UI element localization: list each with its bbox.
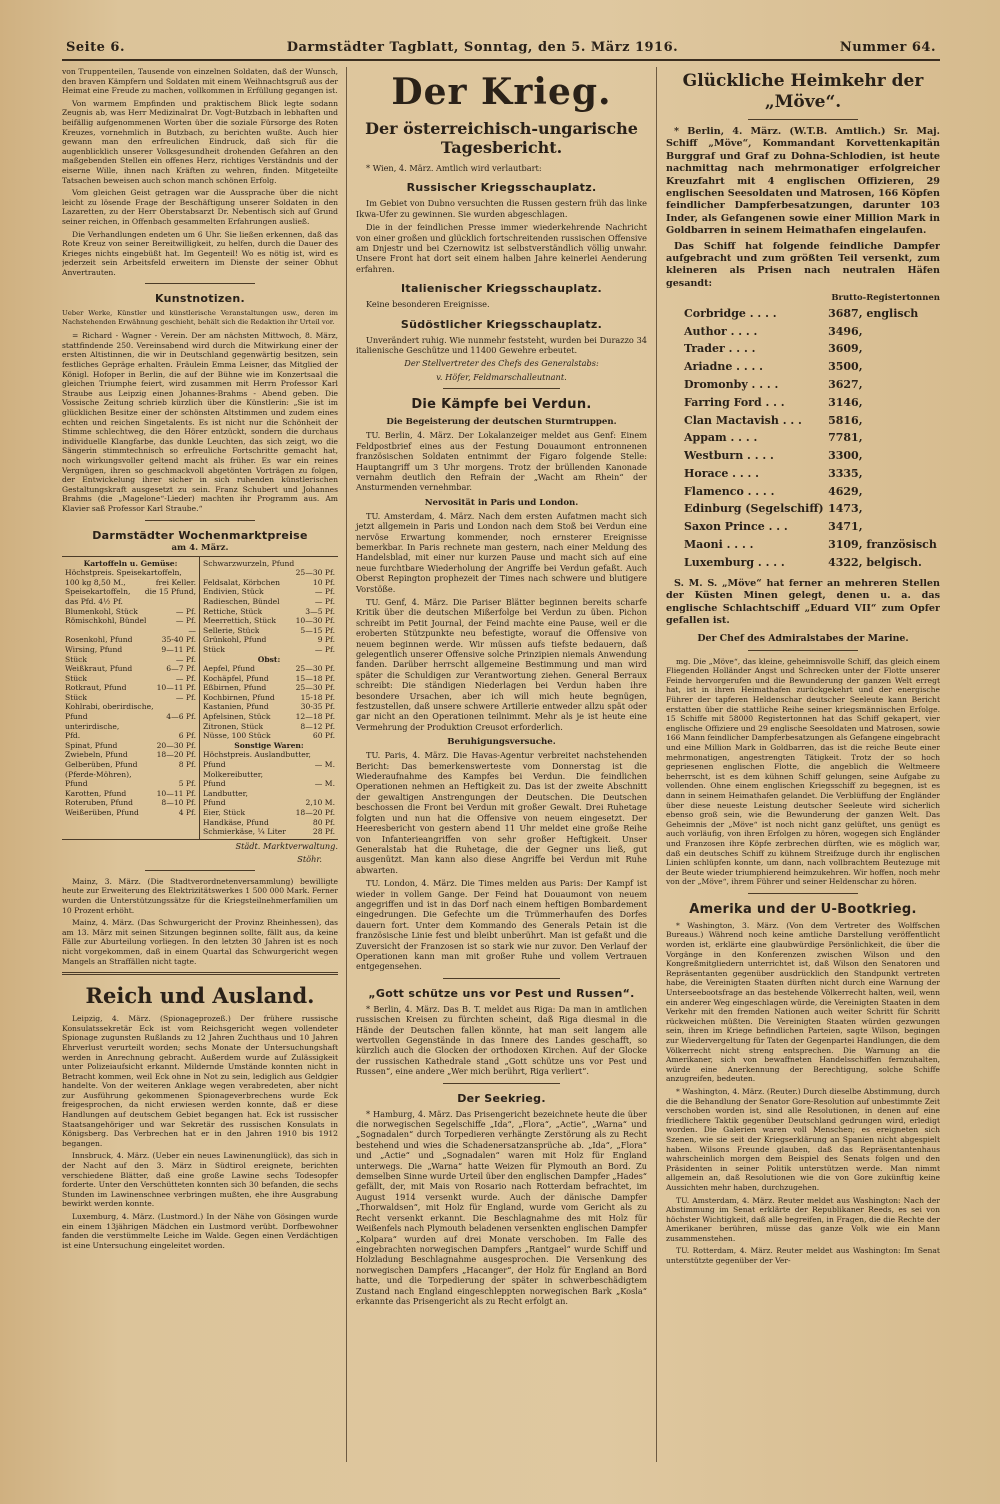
market-price: 60 Pf. [312, 731, 335, 741]
market-item: Stück [203, 644, 225, 654]
ship-tonnage: 3109, französisch [828, 538, 937, 552]
market-item: Kohlrabi, oberirdische, [65, 702, 154, 712]
paragraph: Keine besonderen Ereignisse. [366, 299, 490, 310]
market-row [65, 626, 196, 636]
market-row [203, 760, 335, 770]
ship-row [666, 519, 940, 537]
ship-name: Dromonby . . . . [684, 378, 779, 391]
market-item: Eßbirnen, Pfund [203, 683, 267, 693]
market-item: Stück [65, 654, 87, 664]
market-price: 30-35 Pf. [300, 702, 335, 712]
ship-row [666, 341, 940, 359]
market-row [65, 655, 196, 665]
italian-front-heading: Italienischer Kriegsschauplatz. [401, 282, 602, 296]
page-number: Seite 6. [66, 40, 125, 55]
divider [443, 1083, 559, 1084]
verdun-heading: Die Kämpfe bei Verdun. [411, 397, 592, 413]
market-row [203, 798, 335, 808]
market-price: 4—6 Pf. [166, 712, 196, 722]
market-row [65, 731, 196, 741]
market-price: 18—20 Pf. [295, 808, 335, 817]
market-row [203, 722, 335, 732]
market-item: (Pferde-Möhren), [65, 769, 132, 779]
market-item: Apfelsinen, Stück [203, 712, 271, 722]
market-row [203, 635, 335, 645]
ship-row [666, 501, 940, 519]
market-price: 35-40 Pf. [161, 635, 196, 645]
market-row [65, 607, 196, 617]
paragraph: Innsbruck, 4. März. (Ueber ein neues Lawinenunglück), das sich in der Nacht auf den 3. März in Südtirol ereignete, berichten verschiedene Blätter, daß eine große Lawine sechs Todesopfer forderte. Unter den Verschütteten konnten sich 30 befanden, die sechs Stunden im Lawinenschnee verbringen mußten, ehe ihre Ausgrabung bewirkt werden konnte. [62, 1151, 338, 1209]
market-row [203, 741, 335, 751]
market-price: 5—15 Pf. [300, 625, 335, 635]
market-column-right [200, 557, 338, 839]
market-row [203, 559, 335, 569]
dateline: * Wien, 4. März. Amtlich wird verlautbart: [366, 163, 542, 173]
market-item: Gelberüben, Pfund [65, 760, 138, 770]
market-row [203, 626, 335, 636]
ship-tonnage: 3496, [828, 324, 863, 338]
captured-ships-table [666, 305, 940, 572]
market-row [65, 712, 196, 722]
column-1 [62, 67, 347, 1462]
paragraph: * Washington, 4. März. (Reuter.) Durch dieselbe Abstimmung, durch die die Behandlung der Senator Gore-Resolution auf unbestimmte Zeit verschoben worden ist, sind alle Resolutionen, in denen auf eine friedlichere Taktik gegenüber Deutschland gedrungen wird, erledigt worden. Die Galerien waren voll Menschen; es ereigneten sich Szenen, wie sie seit der Kriegserklärung an Spanien nicht abgespielt haben. Wilsons Freunde glauben, daß das Repräsentantenhaus wahrscheinlich morgen dem Beispiel des Senats folgen und den Präsidenten in seiner Politik unterstützen werde. Man nimmt allgemein an, daß Resolutionen wie die von Gore zukünftig keine Aussichten mehr haben, durchzugehen. [666, 1086, 940, 1192]
market-price: — M. [314, 779, 335, 789]
market-row [65, 674, 196, 684]
market-row [203, 789, 335, 799]
market-item: Pfd. [65, 731, 81, 741]
market-row [65, 597, 196, 607]
market-item: Speisekartoffeln, [65, 587, 131, 597]
market-price: 28 Pf. [312, 827, 335, 837]
market-item: Feldsalat, Körbchen [203, 577, 280, 587]
market-item: Höchstpreis. Auslandbutter, [203, 750, 311, 760]
market-item: Pfund [65, 712, 88, 722]
ship-row [666, 359, 940, 377]
editorial-note: Ueber Werke, Künstler und künstlerische Veranstaltungen usw., deren im Nachstehenden Erwähnung geschieht, behält sich die Redaktion ihr Urteil vor. [62, 309, 338, 326]
ship-row [666, 554, 940, 572]
market-price: — Pf. [175, 654, 196, 664]
market-row [203, 568, 335, 578]
southeast-front-heading: Südöstlicher Kriegsschauplatz. [400, 317, 603, 331]
market-item: Zwiebeln, Pfund [65, 750, 128, 760]
divider [748, 119, 858, 120]
market-price-table [62, 556, 338, 840]
riga-heading: „Gott schütze uns vor Pest und Russen“. [368, 986, 635, 1000]
market-price: 10—30 Pf. [295, 616, 335, 626]
market-item: Landbutter, [203, 788, 248, 798]
market-item: Schmierkäse, ¼ Liter [203, 827, 286, 837]
nervositaet-subheading: Nervosität in Paris und London. [424, 497, 579, 508]
ship-tonnage: 3627, [828, 378, 863, 391]
market-row [203, 827, 335, 837]
main-headline: Der Krieg. [391, 71, 612, 113]
divider [145, 870, 255, 871]
divider [748, 650, 858, 651]
market-date: am 4. März. [171, 542, 229, 553]
signature-line: Der Stellvertreter des Chefs des Generalstabs: [404, 358, 599, 369]
market-price: 80 Pf. [312, 817, 335, 827]
ship-name: Maoni . . . . [684, 538, 754, 552]
market-row [65, 750, 196, 760]
admiral-staff-signature: Der Chef des Admiralstabes der Marine. [697, 632, 909, 644]
ship-row [666, 483, 940, 501]
market-row [203, 645, 335, 655]
market-price: 15-18 Pf. [300, 692, 335, 702]
market-price: — Pf. [175, 616, 196, 626]
market-price: — Pf. [314, 587, 335, 597]
market-price: 9 Pf. [317, 635, 335, 645]
paragraph: TU. Amsterdam, 4. März. Reuter meldet aus Washington: Nach der Abstimmung im Senat erklärte der Republikaner Reeds, es sei von höchster Wichtigkeit, daß alle begreifen, in Fragen, die die Rechte der Amerikaner berühren, müsse das ganze Volk wie ein Mann zusammenstehen. [666, 1195, 940, 1243]
market-price: 10—11 Pf. [156, 683, 196, 693]
ship-name: Edinburg (Segelschiff) [684, 502, 824, 516]
ship-row [666, 465, 940, 483]
market-row [65, 693, 196, 703]
market-price: 8—10 Pf. [161, 798, 196, 808]
ship-row [666, 305, 940, 323]
market-row [65, 779, 196, 789]
paragraph: Vom gleichen Geist getragen war die Aussprache über die nicht leicht zu lösende Frage der Beschäftigung unserer Soldaten in den Lazaretten, zu der Herr Oberstabsarzt Dr. Nebentisch sich auf Grund seiner reichen, in Offenbach gesammelten Erfahrungen ausließ. [62, 188, 338, 226]
market-row [203, 731, 335, 741]
paragraph: TU. Paris, 4. März. Die Havas-Agentur verbreitet nachstehenden Bericht: Das bemerkenswerteste vom Donnerstag ist die Wiederaufnahme des Kampfes bei Verdun. Die feindlichen Operationen nehmen an Heftigkeit zu. Das ist der zweite Abschnitt der gewaltigen Anstrengungen der Deutschen. Die Deutschen beschossen die Front bei Verdun mit großer Gewalt. Drei Ruhetage folgten und nun hat die Offensive von neuem eingesetzt. Der Heeresbericht von gestern abend 11 Uhr meldet eine große Reihe von Infanterieangriffen von sehr großer Heftigkeit. Unser Generalstab hat die Ruhetage, die der Gegner uns ließ, gut ausgenützt. Man kann also diese Angriffe bei Verdun mit Ruhe abwarten. [356, 750, 647, 875]
columns [62, 67, 940, 1462]
ship-tonnage: 5816, [828, 413, 863, 427]
paragraph: mg. Die „Möve“, das kleine, geheimnisvolle Schiff, das gleich einem Fliegenden Holländer Angst und Schrecken unter der Flotte unserer Feinde hervorgerufen und die Bewunderung der ganzen Welt erregt hat, ist in ihren Heimathafen zurückgekehrt und der energische Führer der tapferen Heldenschar deutscher Seeleute kann Bericht erstatten über die stattliche Reihe seiner kriegsmännischen Erfolge. 15 Schiffe mit 58000 Registertonnen hat das Schiff gekapert, vier englische Offiziere und 29 englische Seesoldaten und Matrosen, sowie 166 Mann feindlicher Dampferbesatzungen als Gefangene eingebracht und eine Million Mark in Goldbarren, das ist die reiche Beute einer mehrmonatigen, angestrengten Tätigkeit. Trotz der so hoch gepriesenen englischen Flotte, die angeblich die Weltmeere beherrscht, ist es dem kühnen Schiff gelungen, seine Aufgabe zu vollenden. Ohne einem englischen Kriegsschiff zu begegnen, ist es dann in seinem Heimathafen gelandet. Die Verblüffung der Engländer über diese neueste Leistung deutscher Seeleute wird sicherlich ebenso groß sein, wie die Bewunderung der ganzen Welt. Das Geheimnis der „Möve“ ist noch nicht ganz gelüftet, uns genügt es auch vorläufig, von ihren Erfolgen zu hören, wogegen sich Engländer und Franzosen ihre Köpfe zerbrechen dürften, wie es möglich war, daß ein deutsches Schiff zu kühnem Streifzuge durch ihr englischen Linien schlüpfen konnte, um dann, nach vollbrachtem Beutezuge mit der Beute wieder triumphierend heimzukehren. Wir hoffen, noch mehr von der „Möve“, ihrem Führer und seiner Heldenschar zu hören. [666, 656, 940, 887]
divider [145, 520, 255, 521]
market-item: Weißkraut, Pfund [65, 664, 133, 674]
ship-name: Farring Ford . . . [684, 395, 785, 409]
market-price: — Pf. [175, 673, 196, 683]
market-item: Kochbirnen, Pfund [203, 692, 275, 702]
market-row [65, 808, 196, 818]
moewe-lead-ships: Das Schiff hat folgende feindliche Dampfer aufgebracht und zum größten Teil versenkt, zum kleineren als Prisen nach neutralen Häfen gesandt: [666, 240, 940, 289]
market-row [65, 635, 196, 645]
market-price: 25—30 Pf. [295, 664, 335, 674]
red-cross-article [62, 67, 338, 277]
market-item: Blumenkohl, Stück [65, 606, 138, 616]
ship-row [666, 394, 940, 412]
market-row [203, 607, 335, 617]
market-item: Karotten, Pfund [65, 788, 127, 798]
market-row [65, 798, 196, 808]
market-price: 3—5 Pf. [305, 606, 335, 616]
paragraph: TU. Rotterdam, 4. März. Reuter meldet aus Washington: Im Senat unterstützte gegenüber der Ver- [666, 1246, 940, 1266]
paragraph: Im Gebiet von Dubno versuchten die Russen gestern früh das linke Ikwa-Ufer zu gewinnen. Sie wurden abgeschlagen. [356, 198, 647, 219]
ship-row [666, 323, 940, 341]
ship-tonnage: 4629, [828, 484, 863, 498]
market-row [203, 578, 335, 588]
reich-ausland-heading: Reich und Ausland. [85, 983, 315, 1009]
market-row [65, 568, 196, 578]
ship-row [666, 412, 940, 430]
market-row [65, 702, 196, 712]
market-row [65, 683, 196, 693]
market-item: Rotkraut, Pfund [65, 683, 127, 693]
market-item: Roteruben, Pfund [65, 798, 133, 808]
ship-tonnage: 7781, [828, 431, 863, 445]
market-item: Eier, Stück [203, 808, 246, 817]
market-price: 20—30 Pf. [156, 740, 196, 750]
issue-number: Nummer 64. [839, 40, 936, 55]
verdun-subheading: Die Begeisterung der deutschen Sturmtruppen. [386, 417, 617, 428]
signature-name: v. Höfer, Feldmarschalleutnant. [436, 371, 567, 382]
paragraph: TU. Berlin, 4. März. Der Lokalanzeiger meldet aus Genf: Einem Feldpostbrief eines aus der Festung Douaumont entronnenen französischen Soldaten entnimmt der Figaro folgende Stelle: Hauptangriff um 3 Uhr morgens. Trotz der brüllenden Kanonade vernahm deutlich den Refrain der „Wacht am Rhein“ der Ansturmenden vernehmbar. [356, 430, 647, 493]
market-item: Molkereibutter, [203, 769, 263, 779]
paragraph: Die Verhandlungen endeten um 6 Uhr. Sie ließen erkennen, daß das Rote Kreuz von seiner Bereitwilligkeit, zu helfen, durch die Dauer des Krieges nichts eingebüßt hat. Im Gegenteil! Wo es nötig ist, wird es jederzeit sein Arbeitsfeld erweitern im Dienste der seiner Obhut Anvertrauten. [62, 229, 338, 277]
ship-name: Flamenco . . . . [684, 484, 775, 498]
paragraph: Mainz, 4. März. (Das Schwurgericht der Provinz Rheinhessen), das am 13. März mit seinen Sitzungen beginnen sollte, fällt aus, da keine Fälle zur Aburteilung vorliegen. In den letzten 30 Jahren ist es noch nicht vorgekommen, daß in einem Quartal das Schwurgericht wegen Mangels an Straffällen nicht tagte. [62, 918, 338, 966]
ship-row [666, 536, 940, 554]
ship-tonnage: 3609, [828, 342, 863, 356]
paragraph: * Washington, 3. März. (Von dem Vertreter des Wolffschen Bureaus.) Während noch keine amtliche Darstellung veröffentlicht worden ist, erklärte eine glaubwürdige Persönlichkeit, die über die Vorgänge in den Konferenzen zwischen Wilson und den Kongreßmitgliedern unterrichtet ist, daß Wilson den Senatoren und Repräsentanten gegenüber ausdrücklich den Standpunkt vertreten habe, die Vereinigten Staaten dürften nicht durch eine Warnung der Unterseebootsfrage an das bestehende Völkerrecht halten, weil, wenn ein anderer Weg eingeschlagen würde, die Vereinigten Staaten in dem Verkehr mit den fremden Nationen auch weiter Schritt für Schritt rückweichen müßten. Die Vereinigten Staaten würden gezwungen sein, ihren im Kriege befindlichen Parteien, sagte Wilson, begingen zur Wiedervergeltung für Taten der Gegenpartei Handlungen, die dem Völkerrecht nicht streng entsprechen. Die Warnung an die Amerikaner, sich von bewaffneten Handelsschiffen fernzuhalten, würde eine Anerkennung der Berechtigung, solche Schiffe anzugreifen, bedeuten. [666, 920, 940, 1084]
ship-tonnage: 3471, [828, 520, 863, 534]
market-signature-name: Stöhr. [297, 853, 322, 864]
market-price: frei Keller. [155, 577, 196, 587]
market-item: Höchstpreis. Speisekartoffeln, [65, 568, 182, 578]
paragraph: Die in der feindlichen Presse immer wiederkehrende Nachricht von einer großen und glücklich fortschreitenden russischen Offensive am Dnjestr und bei Czernowitz ist selbstverständlich völlig unwahr. Unsere Front hat dort seit einem halben Jahre keinerlei Aenderung erfahren. [356, 222, 647, 274]
moewe-lead: * Berlin, 4. März. (W.T.B. Amtlich.) Sr. Maj. Schiff „Möve“, Kommandant Korvettenkapitän Burggraf und Graf zu Dohna-Schlodien, ist heute nachmittag nach mehrmonatiger erfolgreicher Kreuzfahrt mit 4 englischen Offizieren, 29 englischen Seesoldaten und Matrosen, 166 Köpfen feindlicher Dampferbesatzungen, darunter 103 Inder, als Gefangenen sowie einer Million Mark in Goldbarren in seinem Heimathafen eingelaufen. [666, 126, 940, 237]
market-item: Pfund [65, 779, 88, 789]
market-price: 2,10 M. [305, 798, 335, 808]
market-item: Pfund [203, 760, 226, 770]
market-row [65, 664, 196, 674]
paragraph: Leipzig, 4. März. (Spionageprozeß.) Der frühere russische Konsulatssekretär Eck ist vom Reichsgericht wegen vollendeter Spionage zugunsten Rußlands zu 12 Jahren Zuchthaus und 10 Jahren Ehrverlust verurteilt worden; sechs Monate der Untersuchungshaft werden in Anrechnung gebracht. Außerdem wurde auf Zulässigkeit unter Polizeiaufsicht erkannt. Mildernde Umstände konnten nicht in Betracht kommen, weil Eck ohne in Not zu sein, lediglich aus Geldgier handelte. Von der weiteren Anklage wegen verabredeten, aber nicht zur Ausführung gekommenen Spionageverbrechens wurde Eck freigesprochen, da nicht erwiesen werden konnte, daß er diese Handlungen auf deutschem Gebiet begangen hat. Eck ist russischer Staatsangehöriger und war Sekretär des russischen Konsulats in Königsberg. Das Verbrechen hat er in den Jahren 1910 bis 1912 begangen. [62, 1014, 338, 1148]
ship-name: Corbridge . . . . [684, 306, 777, 320]
ship-name: Trader . . . . [684, 342, 756, 356]
ship-name: Clan Mactavish . . . [684, 413, 802, 427]
ship-row [666, 430, 940, 448]
market-row [65, 578, 196, 588]
market-row [65, 760, 196, 770]
market-price: 8 Pf. [178, 760, 196, 770]
ship-tonnage: 3335, [828, 466, 863, 480]
ship-tonnage: 3146, [828, 395, 863, 409]
paragraph: * Hamburg, 4. März. Das Prisengericht bezeichnete heute die über die norwegischen Segelschiffe „Ida“, „Flora“, „Actie“, „Warna“ und „Sognadalen“ durch Torpedieren verhängte Zerstörung als zu Recht bestehend und wies die Schadenersatzansprüche ab. „Ida“, „Flora“ und „Actie“ und „Sognadalen“ waren mit Holz für England unterwegs. Die „Warna“ hatte Weizen für Plymouth an Bord. Zu demselben Sinne wurde Urteil über den englischen Dampfer „Hades“ gefällt, der, mit Mais von Rosario nach Rotterdam befrachtet, im August 1914 versenkt wurde. Auch der dänische Dampfer „Thorwaldsen“, mit Holz für England, wurde vom Gericht als zu Recht versenkt erkannt. Die Beschlagnahme des mit Holz für Weißenfels nach Plymouth beladenen versenkten englischen Dampfer „Kolpara“ wurden auf drei Monate verschoben. Im Falle des eingebrachten norwegischen Dampfers „Rantgael“ wurde Schiff und Holzladung Beschlagnahme ausgesprochen. Die Versenkung des norwegischen Dampfers „Hacanger“, der Holz für England an Bord hatte, und die Torpedierung der später in schwerbeschädigtem Zustand nach England eingeschleppten norwegischen Bark „Kosla“ erkannte das Prisengericht als zu Recht erfolgt an. [356, 1108, 647, 1306]
market-row [65, 645, 196, 655]
divider [443, 388, 559, 389]
market-item: Kochäpfel, Pfund [203, 673, 269, 683]
market-price: 6—7 Pf. [166, 664, 196, 674]
mines-paragraph: S. M. S. „Möve“ hat ferner an mehreren Stellen der Küsten Minen gelegt, denen u. a. das englische Schlachtschiff „Eduard VII“ zum Opfer gefallen ist. [666, 578, 940, 627]
market-item: Radieschen, Bündel [203, 596, 280, 606]
market-item: Schwarzwurzeln, Pfund [203, 558, 295, 568]
market-row [203, 683, 335, 693]
market-item: Stück [65, 673, 87, 683]
market-price: 8—12 Pf. [300, 721, 335, 731]
market-row [65, 770, 196, 780]
ship-row [666, 376, 940, 394]
market-row [203, 818, 335, 828]
ship-tonnage: 3300, [828, 449, 863, 463]
market-heading: Darmstädter Wochenmarktpreise [92, 528, 308, 542]
ship-tonnage: 3687, englisch [828, 306, 919, 320]
ship-name: Appam . . . . [684, 431, 758, 445]
market-row [65, 741, 196, 751]
market-price: 18—20 Pf. [156, 750, 196, 760]
market-row [203, 770, 335, 780]
market-item: das Pfd. 4½ Pf. [65, 596, 123, 606]
market-item: Zitronen, Stück [203, 721, 264, 731]
russian-front-heading: Russischer Kriegsschauplatz. [406, 181, 597, 195]
market-price: 15—18 Pf. [295, 673, 335, 683]
market-row [65, 789, 196, 799]
divider [62, 972, 338, 975]
market-item: Handkäse, Pfund [203, 817, 269, 827]
market-item: Pfund [203, 798, 226, 808]
market-row [65, 587, 196, 597]
column-2 [347, 67, 657, 1462]
market-price: 25—30 Pf. [295, 568, 335, 578]
ship-name: Ariadne . . . . [684, 360, 763, 374]
market-price: — M. [314, 760, 335, 770]
market-price: 10 Pf. [312, 577, 335, 587]
market-item: Kartoffeln u. Gemüse: [83, 558, 178, 568]
market-price: — Pf. [314, 644, 335, 654]
market-row [65, 722, 196, 732]
market-item: Nüsse, 100 Stück [203, 731, 271, 741]
market-price: — Pf. [314, 596, 335, 606]
paragraph: TU. Genf, 4. März. Die Pariser Blätter beginnen bereits scharfe Kritik über die deutschen Mißerfolge bei Verdun zu üben. Pichon schreibt im Petit Journal, der Feind machte eine Pause, weil er die eroberten Stützpunkte neu befestigte, worauf die Offensive von neuem beginnen werde. Wir müssen aufs tiefste bedauern, daß gelegentlich unserer Offensive solche Prinzipien niemals Anwendung fanden. Darüber herrscht allgemeine Bestimmung und man wird später die Schuldigen zur Verantwortung ziehen. General Berraux schreibt: Die ständigen Niederlagen bei Verdun haben ihre besondere Ursachen, aber ich will mich heute begnügen, festzustellen, daß unsere schwere Artillerie entweder allzu spät oder gar nicht an den Operationen teilnimmt. Mehr als je ist heute eine Vermehrung der Produktion Creusot erforderlich. [356, 596, 647, 732]
divider [145, 283, 255, 284]
market-price: 9—11 Pf. [161, 644, 196, 654]
ship-name: Luxemburg . . . . [684, 555, 785, 569]
market-row [203, 779, 335, 789]
market-item: Rettiche, Stück [203, 606, 263, 616]
market-price: 6 Pf. [178, 731, 196, 741]
moewe-headline: Glückliche Heimkehr der „Möve“. [682, 71, 924, 112]
paragraph: Von warmem Empfinden und praktischem Blick legte sodann Zeugnis ab, was Herr Medizinalrat Dr. Vogt-Butzbach in lebhaften und beifällig aufgenommenen Worten über die soziale Fürsorge des Roten Kreuzes, vornehmlich in Butzbach, zu berichten wußte. Auch hier gewann man den erfreulichen Eindruck, daß sich für die augenblicklich unserer Volksgesundheit drohenden Gefahren an den maßgebenden Stellen ein offenes Herz, richtiges Verständnis und der eiserne Wille, ihnen nach Kräften zu wehren, finden. Mitgeteilte Tatsachen beweisen auch schon manch schönen Erfolg. [62, 98, 338, 185]
market-row [65, 559, 196, 569]
paragraph: = Richard - Wagner - Verein. Der am nächsten Mittwoch, 8. März, stattfindende 250. Vereinsabend wird durch die Mitwirkung einer der ersten Altistinnen, die wir in Deutschland gegenwärtig besitzen, sein festliches Gepräge erhalten. Fräulein Emma Leisner, das Mitglied der Königl. Hofoper in Berlin, die auf der Bühne wie im Konzertsaal die gleichen Triumphe feiert, wird zusammen mit Herrn Professor Karl Straube aus Leipzig einen Johannes-Brahms - Abend geben. Die Vossische Zeitung schrieb kürzlich über die Künstlerin: „Sie ist im glücklichen Besitze einer der schönsten Altstimmen und zudem eines echten und reichen Singetalents. Es ist nicht nur die Schönheit der Stimme schlechtweg, die den Hörer entzückt, sondern die durchaus individuelle Klangfarbe, das dunkle Leuchten, das sich zeigt, wo die Sängerin stimmtechnisch so erfreuliche Fortschritte gemacht hat, noch wirkungsvoller geltend macht als früher. Es war ein reines Vergnügen, ihren so geschmackvoll abgetönten Vorträgen zu folgen, der Entwickelung ihrer sicher in sich ruhenden künstlerischen Gestaltungskraft ausgesetzt zu sein. Franz Schubert und Johannes Brahms (die „Magelone“-Lieder) machten ihr Programm aus. Am Klavier saß Professor Karl Straube.“ [62, 331, 338, 513]
market-row [203, 664, 335, 674]
amerika-heading: Amerika und der U-Bootkrieg. [689, 901, 917, 917]
market-row [203, 655, 335, 665]
market-row [203, 587, 335, 597]
market-item: Meerrettich, Stück [203, 616, 277, 626]
paragraph: von Truppenteilen, Tausende von einzelnen Soldaten, daß der Wunsch, den braven Kämpfern und Soldaten mit einem Weihnachtsgruß aus der Heimat eine Freude zu machen, vollkommen in Erfüllung gegangen ist. [62, 67, 338, 96]
market-price: 25—30 Pf. [295, 683, 335, 693]
market-item: Römischkohl, Bündel [65, 616, 147, 626]
ship-row [666, 448, 940, 466]
paragraph: Mainz, 3. März. (Die Stadtverordnetenversammlung) bewilligte heute zur Erweiterung des Elektrizitätswerkes 1 500 000 Mark. Ferner wurden die Unterstützungssätze für die Kriegsteilnehmerfamilien um 10 Prozent erhöht. [62, 876, 338, 915]
market-item: Weißerüben, Pfund [65, 808, 139, 817]
paragraph: Unverändert ruhig. Wie nunmehr feststeht, wurden bei Durazzo 34 italienische Geschütze und 11400 Gewehre erbeutet. [356, 334, 647, 356]
divider [748, 893, 858, 894]
market-item: Kastanien, Pfund [203, 702, 269, 712]
ships-table-heading: Brutto-Registertonnen [831, 293, 940, 304]
market-row [203, 712, 335, 722]
market-item: Stück [65, 692, 87, 702]
paragraph: TU. Amsterdam, 4. März. Nach dem ersten Aufatmen macht sich jetzt allgemein in Paris und London nach dem Stoß bei Verdun eine nervöse Erwartung kommender, noch ernsterer Ereignisse bemerkbar. In Paris rechnete man gestern, nach einer Meldung des Handelsblad, mit einer nur kurzen Pause und macht sich auf eine neue furchtbare Wiederholung der Angriffe bei Verdun gefaßt. Auch Oberst Repington prophezeit der Times nach schwere und blutigere Vorstöße. [356, 510, 647, 594]
paragraph: * Berlin, 4. März. Das B. T. meldet aus Riga: Da man in amtlichen russischen Kreisen zu fürchten scheint, daß Riga diesmal in die Hände der Deutschen fallen könnte, hat man seit langem alle wertvollen Gegenstände in das Innere des Landes geschafft, so kürzlich auch die Glocken der orthodoxen Kirchen. Auf der Glocke der russischen Kathedrale stand „Gott schütze uns vor Pest und Russen“, eine andere „Wer mich berührt, Riga verliert“. [356, 1003, 647, 1077]
ship-tonnage: 3500, [828, 360, 863, 374]
market-row [203, 808, 335, 818]
market-signature: Städt. Marktverwaltung. [235, 840, 338, 851]
market-row [203, 693, 335, 703]
market-row [203, 702, 335, 712]
market-row [203, 674, 335, 684]
ship-name: Horace . . . . [684, 466, 759, 480]
paragraph: TU. London, 4. März. Die Times melden aus Paris: Der Kampf ist wieder in vollem Gange. Der Feind hat Douaumont von neuem angegriffen und ist in das Dorf nach einem heftigen Bombardement eingedrungen. Die Gefechte um die Trümmerhaufen des Dorfes dauern fort. Unter dem Kommando des Generals Petain ist die französische Linie fest und bleibt unberührt. Man ist gefaßt und die Zuversicht der Franzosen ist so stark wie nur zuvor. Den Verlauf der Operationen kann man mit großer Ruhe und vollem Vertrauen entgegensehen. [356, 878, 647, 972]
beruhigung-subheading: Beruhigungsversuche. [447, 737, 556, 748]
market-price: 4 Pf. [178, 808, 196, 817]
market-price: 12—18 Pf. [295, 712, 335, 722]
paragraph: Luxemburg, 4. März. (Lustmord.) In der Nähe von Gösingen wurde ein einem 13jährigen Mädchen ein Lustmord verübt. Dorfbewohner fanden die verstümmelte Leiche im Walde. Gegen einen Verdächtigen ist eine Untersuchung eingeleitet worden. [62, 1212, 338, 1250]
market-item: Wirsing, Pfund [65, 644, 123, 654]
market-item: Sellerie, Stück [203, 625, 260, 635]
market-row [203, 616, 335, 626]
market-item: Sonstige Waren: [234, 740, 304, 750]
market-price: die 15 Pfund, [144, 587, 196, 597]
market-item: Pfund [203, 779, 226, 789]
column-3 [657, 67, 940, 1462]
market-item: Aepfel, Pfund [203, 664, 255, 674]
paper-title-date: Darmstädter Tagblatt, Sonntag, den 5. März 1916. [286, 40, 679, 55]
divider [443, 978, 559, 979]
market-item: Grünkohl, Pfund [203, 635, 267, 645]
ship-name: Westburn . . . . [684, 449, 774, 463]
market-row [203, 597, 335, 607]
ship-name: Saxon Prince . . . [684, 520, 788, 534]
market-item: Spinat, Pfund [65, 740, 118, 750]
report-subtitle: Der österreichisch-ungarische Tagesbericht. [365, 119, 638, 157]
market-item: Endivien, Stück [203, 587, 264, 597]
ship-tonnage: 4322, belgisch. [828, 555, 922, 569]
seekrieg-heading: Der Seekrieg. [457, 1091, 546, 1105]
market-item: Obst: [257, 654, 281, 664]
market-price: 10—11 Pf. [156, 788, 196, 798]
market-column-left [62, 557, 200, 839]
market-item: Rosenkohl, Pfund [65, 635, 133, 645]
market-price: — Pf. [175, 692, 196, 702]
market-price: — Pf. [175, 606, 196, 616]
ship-name: Author . . . . [684, 324, 758, 338]
page-header [62, 40, 940, 61]
market-price: — [188, 625, 196, 635]
market-row [65, 616, 196, 626]
market-item: 100 kg 8,50 M., [65, 577, 126, 587]
kunstnotizen-heading: Kunstnotizen. [155, 292, 245, 306]
market-item: unterirdische, [65, 721, 120, 731]
ship-tonnage: 1473, [828, 502, 863, 516]
market-price: 5 Pf. [178, 779, 196, 789]
market-row [203, 750, 335, 760]
